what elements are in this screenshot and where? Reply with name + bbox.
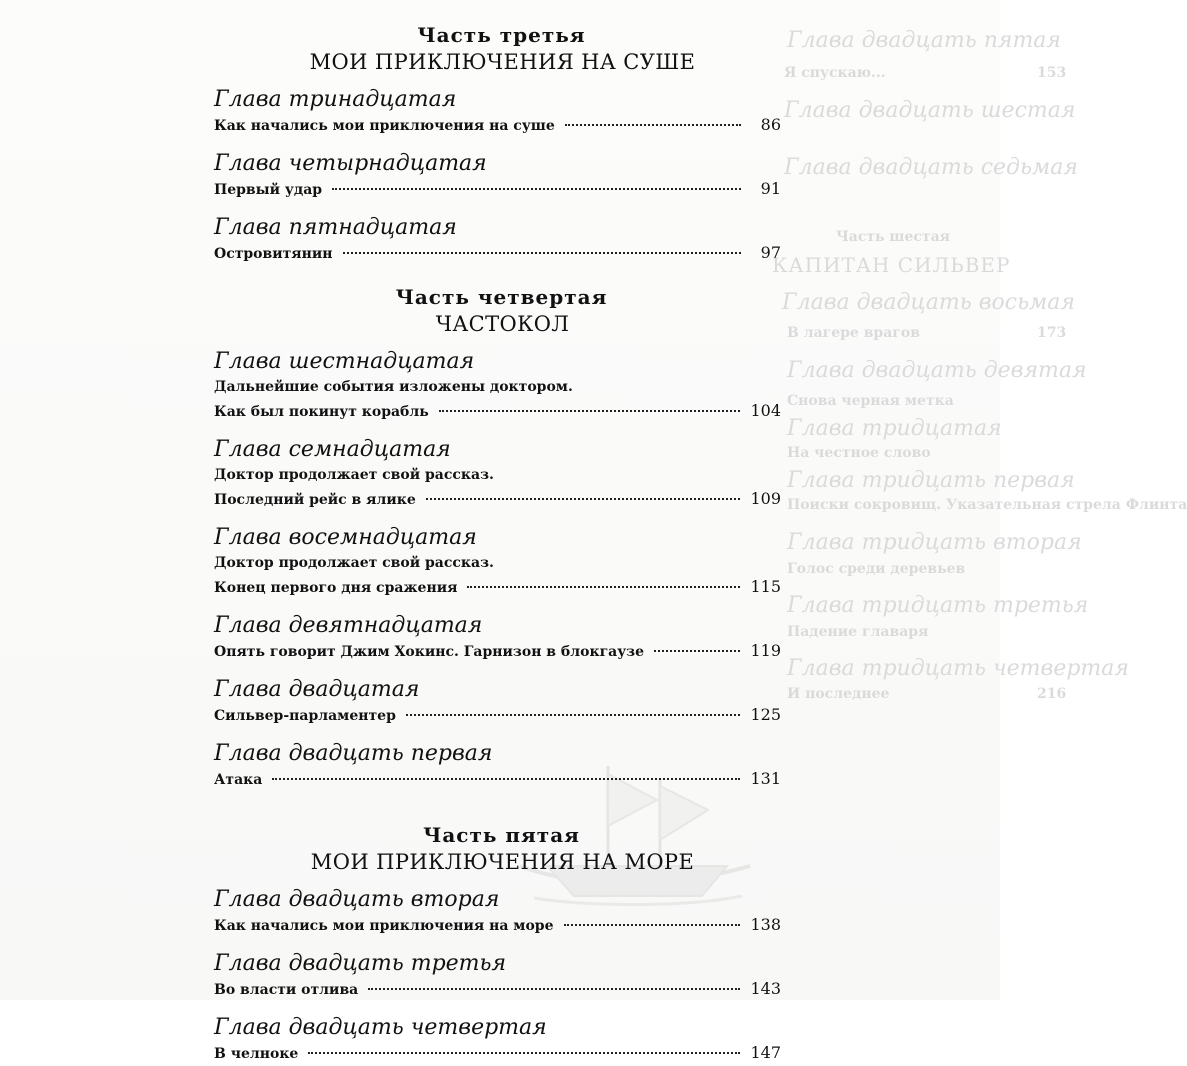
chapter-entry-text: Как начались мои приключения на море xyxy=(214,918,554,934)
bleed-chapter-title: Глава двадцать седьмая xyxy=(784,155,1078,180)
bleed-page-number: 153 xyxy=(1037,65,1067,81)
table-of-contents xyxy=(214,24,781,1066)
page-number: 97 xyxy=(760,243,781,262)
chapter-title: Глава пятнадцатая xyxy=(214,215,457,240)
toc-entry-line xyxy=(214,399,781,424)
bleed-entry: Снова черная метка xyxy=(787,393,954,409)
page-number: 109 xyxy=(750,489,781,508)
toc-chapter xyxy=(214,952,781,1002)
bleed-entry: И последнее xyxy=(787,686,890,702)
dot-leader xyxy=(467,574,740,588)
dot-leader xyxy=(564,912,741,926)
chapter-title: Глава двадцать вторая xyxy=(214,887,500,912)
page-number: 119 xyxy=(750,641,781,660)
chapter-entry-text: Островитянин xyxy=(214,246,333,262)
bleed-page-number: 216 xyxy=(1037,686,1067,702)
chapter-title: Глава двадцать первая xyxy=(214,741,493,766)
chapter-title: Глава семнадцатая xyxy=(214,437,451,462)
bleed-part-subtitle: КАПИТАН СИЛЬВЕР xyxy=(772,253,1011,277)
toc-entry-line xyxy=(214,1041,781,1066)
chapter-title: Глава восемнадцатая xyxy=(214,525,477,550)
part-spacer xyxy=(214,266,781,286)
chapter-entry-text: Сильвер-парламентер xyxy=(214,708,396,724)
bleed-entry: На честное слово xyxy=(787,445,931,461)
bleed-chapter-title: Глава тридцать третья xyxy=(787,593,1089,618)
page-number: 104 xyxy=(750,401,781,420)
bleed-chapter-title: Глава тридцать вторая xyxy=(787,530,1082,555)
chapter-title: Глава двадцать третья xyxy=(214,951,507,976)
bleed-entry: В лагере врагов xyxy=(787,325,920,341)
part-subtitle: МОИ ПРИКЛЮЧЕНИЯ НА МОРЕ xyxy=(310,850,695,874)
chapter-entry-text: Опять говорит Джим Хокинс. Гарнизон в блокгаузе xyxy=(214,644,645,660)
chapter-title: Глава двадцатая xyxy=(214,677,420,702)
toc-entry-line xyxy=(214,241,781,266)
toc-chapter xyxy=(214,350,781,424)
bleed-entry: Голос среди деревьев xyxy=(787,561,966,577)
toc-entry-line xyxy=(214,113,781,138)
page-number: 131 xyxy=(750,769,781,788)
bleed-entry: Падение главаря xyxy=(787,624,929,640)
page-number: 86 xyxy=(760,115,781,134)
page-number: 125 xyxy=(750,705,781,724)
part-title: Часть третья xyxy=(417,23,586,47)
toc-entry-line xyxy=(214,575,781,600)
toc-entry-line xyxy=(214,551,781,575)
chapter-title: Глава шестнадцатая xyxy=(214,349,475,374)
chapter-entry-text: Первый удар xyxy=(214,182,323,198)
dot-leader xyxy=(654,638,740,652)
part-subtitle: ЧАСТОКОЛ xyxy=(435,312,570,336)
chapter-title: Глава двадцать четвертая xyxy=(214,1015,547,1040)
dot-leader xyxy=(368,976,740,990)
part-spacer xyxy=(214,792,781,824)
toc-chapter xyxy=(214,742,781,792)
toc-chapter xyxy=(214,614,781,664)
toc-part-fourth xyxy=(214,286,781,792)
toc-entry-line xyxy=(214,639,781,664)
part-subtitle: МОИ ПРИКЛЮЧЕНИЯ НА СУШЕ xyxy=(309,50,696,74)
chapter-entry-text: Конец первого дня сражения xyxy=(214,580,458,596)
toc-chapter xyxy=(214,678,781,728)
bleed-chapter-title: Глава двадцать пятая xyxy=(787,28,1061,53)
bleed-chapter-title: Глава двадцать восьмая xyxy=(782,290,1075,315)
toc-part-fifth xyxy=(214,824,781,1066)
page-number: 91 xyxy=(760,179,781,198)
chapter-entry-text: Доктор продолжает свой рассказ. xyxy=(214,467,494,483)
toc-entry-line xyxy=(214,977,781,1002)
bleed-chapter-title: Глава тридцать первая xyxy=(787,468,1075,493)
dot-leader xyxy=(565,112,741,126)
toc-chapter xyxy=(214,526,781,600)
toc-chapter xyxy=(214,152,781,202)
chapter-entry-text: Дальнейшие события изложены доктором. xyxy=(214,379,573,395)
toc-chapter xyxy=(214,88,781,138)
bleed-entry: Поиски сокровищ. Указательная стрела Флинта xyxy=(787,497,1187,513)
chapter-entry-text: Атака xyxy=(214,772,263,788)
chapter-title: Глава девятнадцатая xyxy=(214,613,483,638)
toc-entry-line xyxy=(214,487,781,512)
chapter-title: Глава четырнадцатая xyxy=(214,151,487,176)
toc-entry-line xyxy=(214,703,781,728)
page-number: 138 xyxy=(750,915,781,934)
dot-leader xyxy=(343,240,741,254)
dot-leader xyxy=(272,766,740,780)
bleed-chapter-title: Глава двадцать девятая xyxy=(787,358,1087,383)
bleed-chapter-title: Глава двадцать шестая xyxy=(784,98,1076,123)
toc-entry-line xyxy=(214,913,781,938)
toc-part-third xyxy=(214,24,781,266)
bleed-chapter-title: Глава тридцатая xyxy=(787,416,1002,441)
chapter-entry-text: Как был покинут корабль xyxy=(214,404,429,420)
page-number: 147 xyxy=(750,1043,781,1062)
bleed-part-title: Часть шестая xyxy=(836,229,950,245)
toc-chapter xyxy=(214,888,781,938)
dot-leader xyxy=(332,176,741,190)
chapter-title: Глава тринадцатая xyxy=(214,87,457,112)
part-title: Часть четвертая xyxy=(395,285,608,309)
chapter-entry-text: Доктор продолжает свой рассказ. xyxy=(214,555,494,571)
toc-chapter xyxy=(214,216,781,266)
toc-entry-line xyxy=(214,177,781,202)
chapter-entry-text: В челноке xyxy=(214,1046,299,1062)
bleed-entry: Я спускаю... xyxy=(784,65,886,81)
dot-leader xyxy=(426,486,741,500)
page-number: 143 xyxy=(750,979,781,998)
part-title: Часть пятая xyxy=(423,823,580,847)
toc-entry-line xyxy=(214,463,781,487)
page-number: 115 xyxy=(750,577,781,596)
bleed-page-number: 173 xyxy=(1037,325,1067,341)
bleed-chapter-title: Глава тридцать четвертая xyxy=(787,656,1129,681)
chapter-entry-text: Во власти отлива xyxy=(214,982,359,998)
dot-leader xyxy=(308,1040,740,1054)
toc-chapter xyxy=(214,1016,781,1066)
chapter-entry-text: Как начались мои приключения на суше xyxy=(214,118,555,134)
toc-entry-line xyxy=(214,375,781,399)
dot-leader xyxy=(439,398,741,412)
dot-leader xyxy=(406,702,741,716)
toc-entry-line xyxy=(214,767,781,792)
toc-chapter xyxy=(214,438,781,512)
chapter-entry-text: Последний рейс в ялике xyxy=(214,492,416,508)
